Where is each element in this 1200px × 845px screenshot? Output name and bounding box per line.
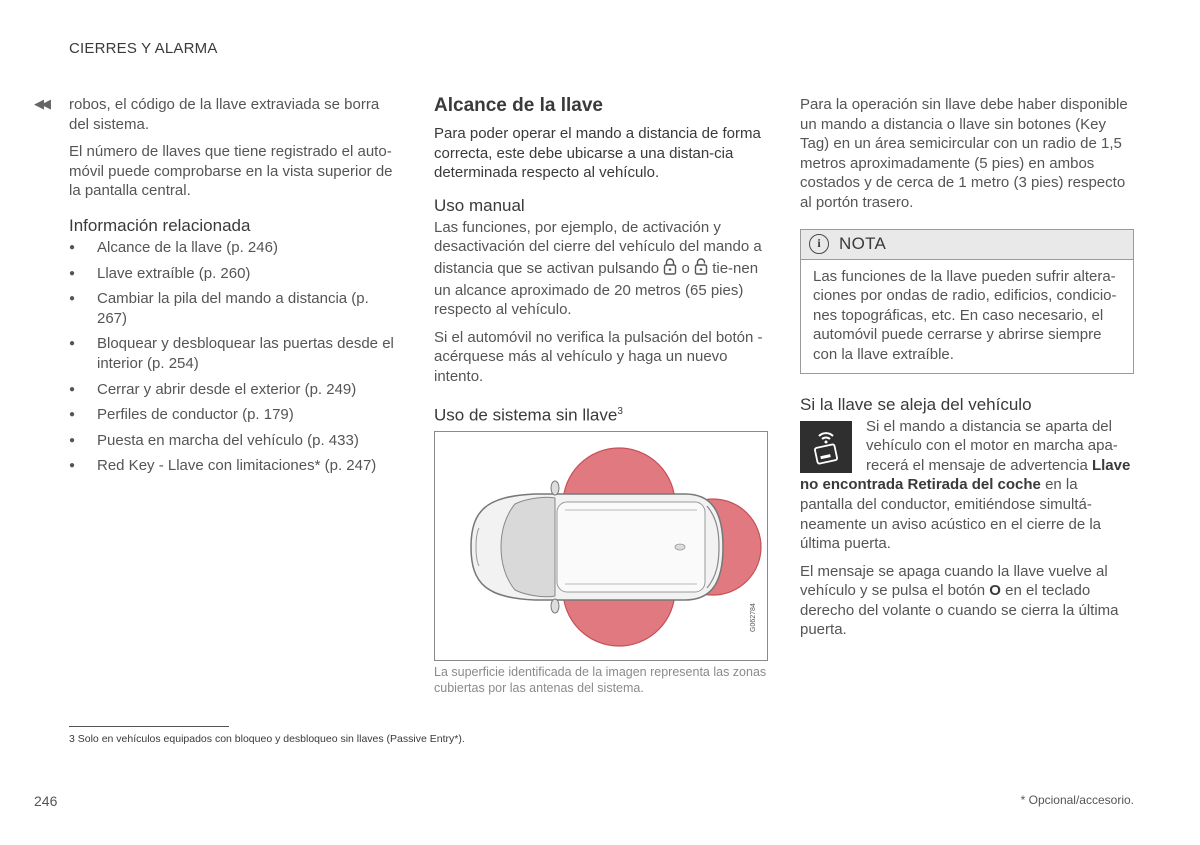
keyless-range-figure [434,431,768,661]
text-span: en la pantalla del conductor, emitiéndose simultá-neamente un aviso acústico en el cierre de la última puerta. [800,476,1102,553]
figure-code: G062784 [750,603,757,633]
lock-button-icon [663,257,677,281]
manual-paragraph-2: Si el automóvil no verifica la pulsación del botón - acérquese más al vehículo y haga un nuevo intento. [434,328,763,385]
related-link[interactable]: ● Perfiles de conductor (p. 179) [69,405,401,425]
text-span: Las funciones, por ejemplo, de activación y desactivación del cierre del vehículo del mando a distancia que se activan pulsando [434,218,762,277]
keyless-heading [434,401,768,426]
button-o-label: O [989,582,1001,600]
lead-paragraph: Para poder operar el mando a distancia de forma correcta, este debe ubicarse a una distan-cia determinada respecto al vehículo. [434,125,761,182]
footnote: 3 Solo en vehículos equipados con bloqueo y desbloqueo sin llaves (Passive Entry*). [69,733,465,745]
page-number: 246 [34,793,58,809]
key-away-heading: Si la llave se aleja del vehículo [800,394,1032,414]
paragraph: El número de llaves que tiene registrado el auto-móvil puede comprobarse en la vista superior de la pantalla central. [69,143,393,200]
manual-paragraph [434,218,768,320]
key-away-paragraph-2 [800,562,1134,640]
key-not-found-icon [800,421,852,473]
continued-arrows-icon: ◀◀ [34,96,48,111]
car-illustration [471,481,723,613]
car-top-view-illustration [435,432,767,660]
text-span: tie-nen un alcance aproximado de 20 metros (65 pies) respecto al vehículo. [434,259,759,319]
related-info-heading: Información relacionada [69,215,251,235]
paragraph: robos, el código de la llave extraviada se borra del sistema. [69,96,380,133]
section-header: CIERRES Y ALARMA [69,40,218,57]
footnote-divider [69,726,229,727]
related-link[interactable]: ● Alcance de la llave (p. 246) [69,238,401,258]
note-body: Las funciones de la llave pueden sufrir altera-ciones por ondas de radio, edificios, condicio-nes topográficas, etc. En caso necesario, el automóvil puede cerrarse y abrirse siempre con la llave extraíble. [813,267,1117,363]
related-link[interactable]: ● Llave extraíble (p. 260) [69,264,401,284]
column-middle [434,95,768,696]
note-box [800,229,1134,374]
keyless-heading-text: Uso de sistema sin llave [434,405,618,425]
text-span: Si el mando a distancia se aparta del vehículo con el motor en marcha apa-recerá el mensaje de advertencia [866,417,1118,474]
related-link[interactable]: ● Cambiar la pila del mando a distancia (p. 267) [69,289,401,328]
figure-caption: La superficie identificada de la imagen representa las zonas cubiertas por las antenas del sistema. [434,665,767,695]
text-span: o [681,259,690,277]
paragraph: Para la operación sin llave debe haber disponible un mando a distancia o llave sin botones (Key Tag) en un área semicircular con un radio de 1,5 metros aproximadamente (5 pies) en ambos costados y de cerca de 1 metro (3 pies) respecto al portón trasero. [800,96,1128,211]
column-right [800,95,1134,648]
related-link[interactable]: ● Cerrar y abrir desde el exterior (p. 249) [69,380,401,400]
related-link[interactable]: ● Red Key - Llave con limitaciones* (p. 247) [69,456,401,476]
manual-use-heading: Uso manual [434,195,525,215]
text-span: El mensaje se apaga cuando la llave vuelve al vehículo y se pulsa el botón [800,562,1108,600]
related-link[interactable]: ● Puesta en marcha del vehículo (p. 433) [69,431,401,451]
note-title: NOTA [839,234,887,254]
column-left [69,95,401,482]
page-title: Alcance de la llave [434,95,603,116]
text-span: en el teclado derecho del volante o cuando se cierra la última puerta. [800,582,1119,639]
related-link[interactable]: ● Bloquear y desbloquear las puertas desde el interior (p. 254) [69,334,401,373]
note-header [801,230,1133,260]
info-icon: i [809,234,829,254]
optional-accessory-note: * Opcional/accesorio. [1020,793,1134,807]
footnote-ref[interactable]: 3 [617,405,623,417]
warning-message-text: Llave no encontrada Retirada del coche [800,456,1131,494]
unlock-button-icon [694,257,708,281]
related-links-list [69,238,401,476]
key-away-paragraph [800,417,1134,554]
